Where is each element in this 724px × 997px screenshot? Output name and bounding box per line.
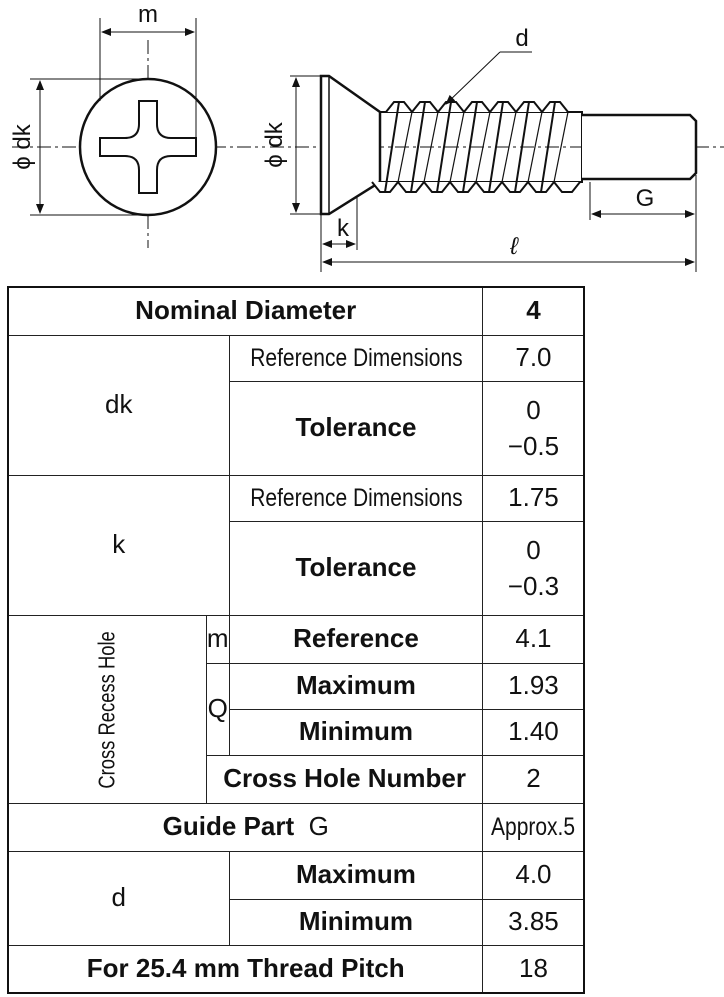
table-row <box>8 287 584 335</box>
q-label: Q <box>206 663 229 755</box>
screw-technical-drawing <box>0 0 724 280</box>
nominal-diameter-label: Nominal Diameter <box>8 287 483 335</box>
cross-hole-number-value: 2 <box>483 755 585 803</box>
q-maximum-value: 1.93 <box>483 663 585 709</box>
guide-part <box>582 115 696 179</box>
dk-dimension-label-top: ϕ dk <box>9 124 36 170</box>
k-reference-value: 1.75 <box>483 475 585 521</box>
g-dimension-label: G <box>635 185 655 212</box>
m-label: m <box>206 615 229 663</box>
q-maximum-label: Maximum <box>229 663 483 709</box>
dk-tolerance-label: Tolerance <box>229 381 483 475</box>
k-tolerance-value <box>483 521 585 615</box>
table-row <box>8 615 584 663</box>
guide-part-label-cell <box>8 803 483 851</box>
dk-reference-label: Reference Dimensions <box>229 335 483 381</box>
nominal-diameter-value: 4 <box>483 287 585 335</box>
screw-head <box>321 76 380 214</box>
d-minimum-label: Minimum <box>229 899 483 945</box>
k-tolerance-lower: −0.3 <box>507 571 560 601</box>
cross-recess-group-label: Cross Recess Hole <box>8 615 206 803</box>
guide-part-label: Guide Part <box>162 811 295 842</box>
table-row <box>8 335 584 381</box>
table-row <box>8 851 584 899</box>
thread-pitch-label: For 25.4 mm Thread Pitch <box>8 945 483 993</box>
dk-reference-value: 7.0 <box>483 335 585 381</box>
m-reference-label: Reference <box>229 615 483 663</box>
k-tolerance-label: Tolerance <box>229 521 483 615</box>
k-reference-label: Reference Dimensions <box>229 475 483 521</box>
k-dimension-label: k <box>337 215 349 242</box>
spec-table <box>7 286 585 994</box>
table-row <box>8 945 584 993</box>
d-dimension-label: d <box>515 25 529 52</box>
dk-tolerance-lower: −0.5 <box>507 431 560 461</box>
length-dimension-label: ℓ <box>510 233 518 260</box>
top-view <box>9 1 265 248</box>
side-view <box>261 25 724 272</box>
table-row <box>8 475 584 521</box>
m-dimension-label: m <box>138 1 158 28</box>
dk-tolerance-upper: 0 <box>526 395 541 425</box>
d-maximum-label: Maximum <box>229 851 483 899</box>
dk-label: dk <box>8 335 229 475</box>
d-maximum-value: 4.0 <box>483 851 585 899</box>
m-reference-value: 4.1 <box>483 615 585 663</box>
q-minimum-value: 1.40 <box>483 709 585 755</box>
table-row <box>8 803 584 851</box>
guide-part-value: Approx.5 <box>483 803 585 851</box>
guide-part-symbol: G <box>308 811 329 842</box>
k-tolerance-upper: 0 <box>526 535 541 565</box>
cross-hole-number-label: Cross Hole Number <box>206 755 483 803</box>
k-label: k <box>8 475 229 615</box>
thread-pitch-value: 18 <box>483 945 585 993</box>
dk-dimension-label-side: ϕ dk <box>261 122 288 168</box>
q-minimum-label: Minimum <box>229 709 483 755</box>
d-minimum-value: 3.85 <box>483 899 585 945</box>
d-label: d <box>8 851 229 945</box>
dk-tolerance-value <box>483 381 585 475</box>
